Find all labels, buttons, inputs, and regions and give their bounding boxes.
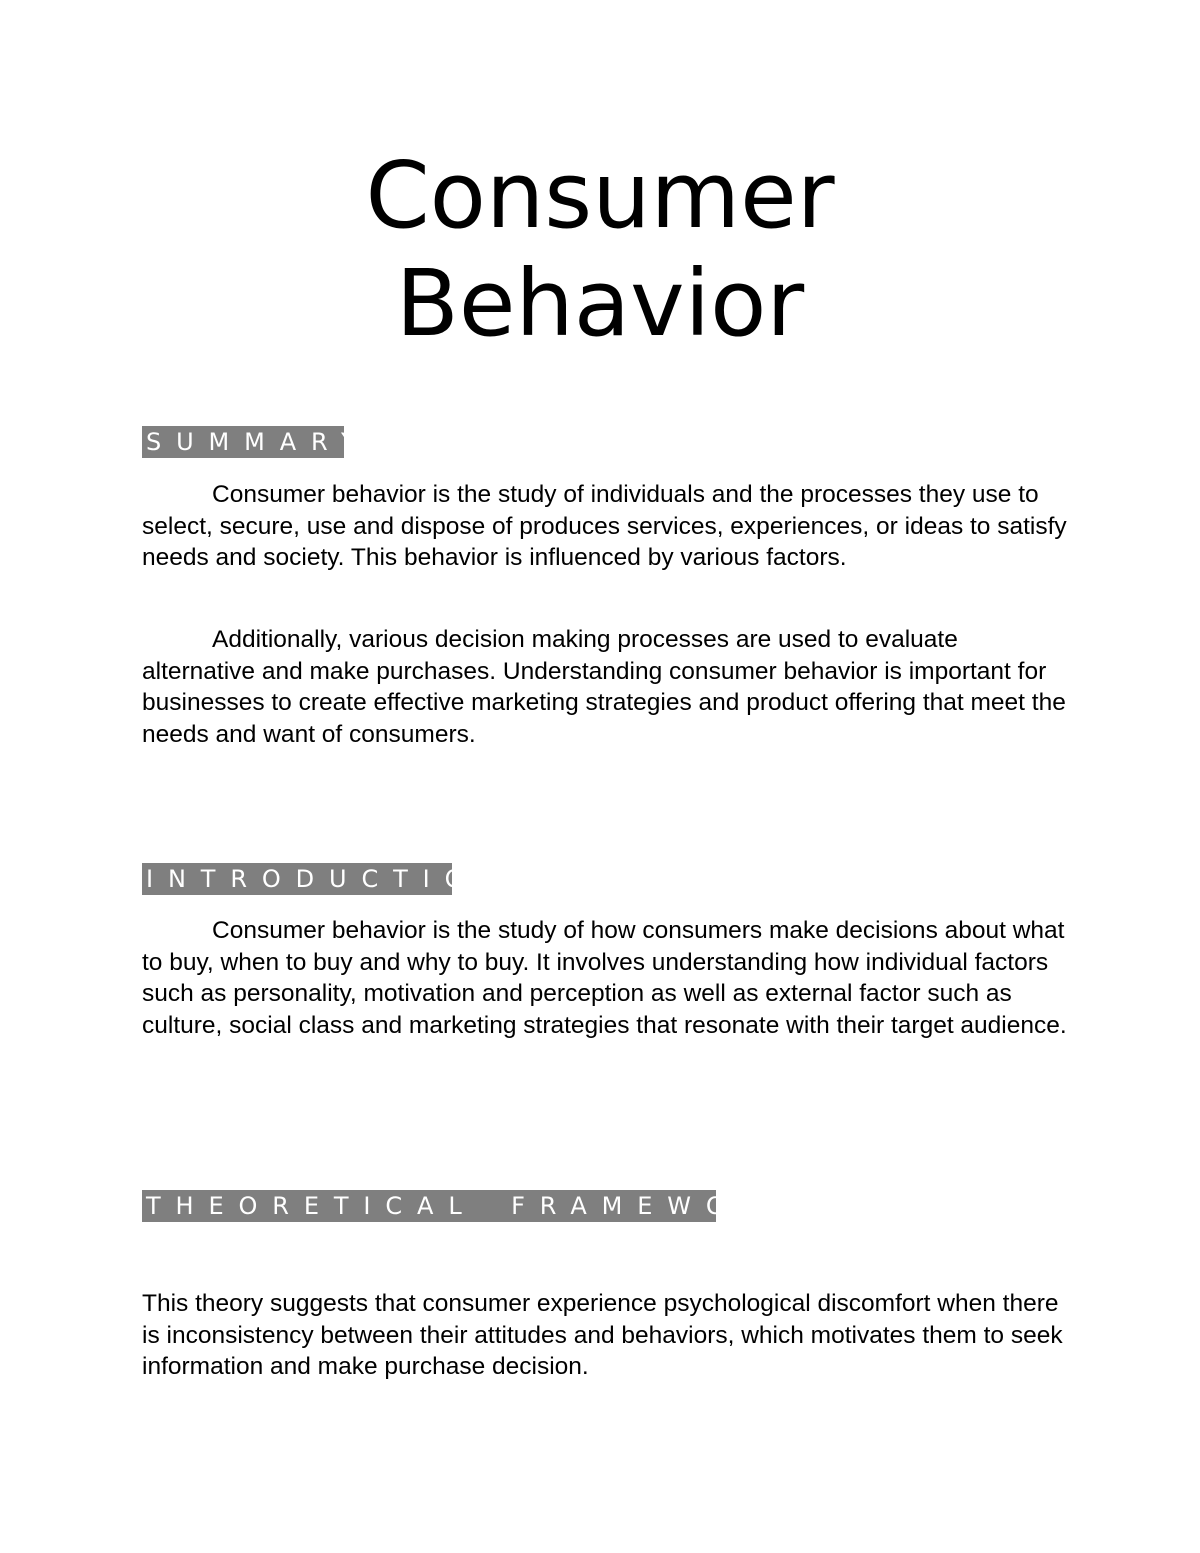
introduction-paragraph: Consumer behavior is the study of how consumers make decisions about what to buy, when to buy and why to buy. It involves understanding how individual factors such as personality, motivation and perception as well as external factor such as culture, social class and marketing strategies that resonate with their target audience. <box>142 917 1067 1039</box>
document-title <box>0 142 1200 358</box>
summary-heading: SUMMARY <box>142 426 344 458</box>
title-line-1: Consumer <box>365 142 835 249</box>
theoretical-framework-heading: THEORETICAL FRAMEWORK <box>142 1190 716 1222</box>
summary-paragraph-2: Additionally, various decision making processes are used to evaluate alternative and make purchases. Understanding consumer behavior is important for businesses to create effective marketing strategies and product offering that meet the needs and want of consumers. <box>142 626 1066 748</box>
title-line-2: Behavior <box>395 250 805 357</box>
summary-paragraph-1: Consumer behavior is the study of individuals and the processes they use to select, secure, use and dispose of produces services, experiences, or ideas to satisfy needs and society. This behavior is influenced by various factors. <box>142 481 1067 571</box>
introduction-heading: INTRODUCTION <box>142 863 452 895</box>
theoretical-framework-paragraph: This theory suggests that consumer experience psychological discomfort when there is inconsistency between their attitudes and behaviors, which motivates them to seek information and make purchase decision. <box>142 1290 1063 1380</box>
